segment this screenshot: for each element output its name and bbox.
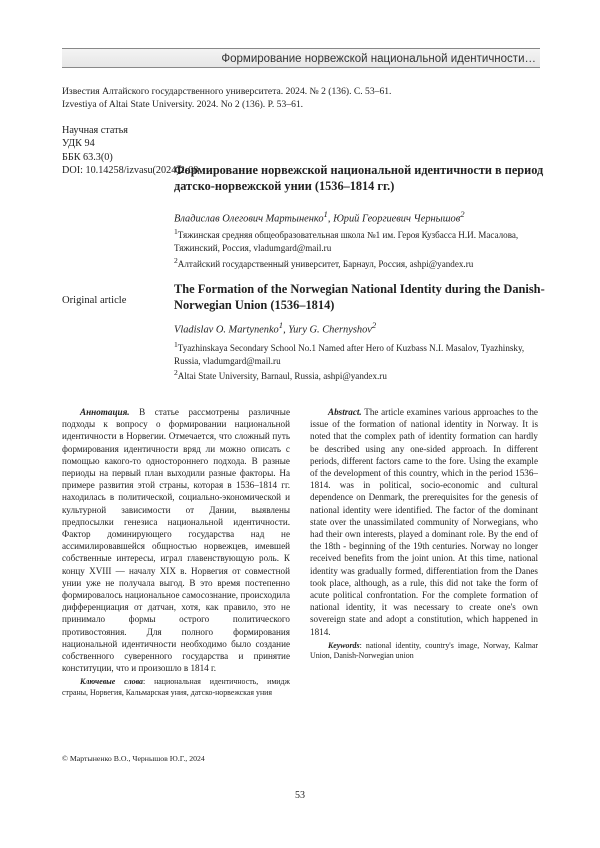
en-affiliations [174, 339, 534, 383]
en-author-2: Yury G. Chernyshov [288, 324, 372, 336]
en-author-sep: , [283, 324, 289, 336]
ru-affiliation-1 [174, 226, 534, 255]
ru-aff-1-text: Тяжинская средняя общеобразовательная школа №1 им. Героя Кузбасса Н.И. Масалова, Тяжинский, Россия, vladumgard@mail.ru [174, 230, 519, 253]
ru-aff-1-sup: 1 [174, 227, 178, 236]
ru-aff-2-text: Алтайский государственный университет, Барнаул, Россия, ashpi@yandex.ru [177, 258, 474, 269]
doi: DOI: 10.14258/izvasu(2024)2-08 [62, 164, 199, 176]
abstract-en-text: The article examines various approaches to the issue of the formation of national identity in Norway. It is noted that the complex path of identity formation can hardly be described using any one-sided approach. In different periods, different factors came to the fore. Using the example of the development of this country, which in the period 1536–1814. was in political, socio-economic and cultural dependence on Denmark, the prerequisites for the genesis of national identity were identified. The factor of the dominant state over the unassimilated community of Norwegians, who had their own interests, played a dominant role. By the end of the 18th - beginning of the 19th centuries. Norway no longer received benefits from the joint union. At this time, national identity was gradually formed, differentiation from the Danes took place, although, as a rule, this did not take the form of acute political confrontation. For the complete formation of national identity, it was necessary to create one's own sovereign state and adopt a constitution, which happened in 1814. [310, 407, 538, 637]
citation-block [62, 85, 391, 111]
en-author-1-sup: 1 [278, 320, 284, 330]
en-affiliation-2 [174, 367, 534, 383]
en-author-1: Vladislav O. Martynenko [174, 324, 279, 336]
ru-authors [174, 209, 465, 224]
abstract-en-column [310, 406, 538, 662]
ru-affiliation-2 [174, 255, 534, 271]
abstract-en-label: Abstract. [328, 407, 362, 417]
copyright: © Мартыненко В.О., Чернышов Ю.Г., 2024 [62, 754, 205, 763]
ru-author-2: Юрий Георгиевич Чернышов [333, 213, 461, 225]
ru-affiliations [174, 226, 534, 270]
en-authors [174, 320, 376, 335]
en-aff-1-sup: 1 [174, 340, 178, 349]
keywords-ru-text: : национальная идентичность, имидж страны, Норвегия, Кальмарская уния, датско-норвежская уния [62, 677, 290, 698]
ru-title: Формирование норвежской национальной идентичности в период датско-норвежской унии (1536–1814 гг.) [174, 163, 544, 193]
en-aff-2-sup: 2 [174, 368, 178, 378]
abstract-ru-label: Аннотация. [80, 407, 130, 417]
citation-en: Izvestiya of Altai State University. 2024. No 2 (136). P. 53–61. [62, 99, 304, 110]
bbk-code: ББК 63.3(0) [62, 151, 113, 163]
en-author-2-sup: 2 [371, 320, 377, 330]
keywords-en [310, 641, 538, 662]
ru-author-1: Владислав Олегович Мартыненко [174, 213, 324, 225]
ru-author-sep: , [327, 213, 334, 225]
article-type: Научная статья [62, 125, 128, 136]
en-title: The Formation of the Norwegian National Identity during the Danish-Norwegian Union (1536–1814) [174, 282, 545, 312]
original-article-label: Original article [62, 295, 127, 306]
abstract-ru-text: В статье рассмотрены различные подходы к вопросу о формировании национальной идентичности в Норвегии. Отмечается, что сложный путь формирования идентичности вряд ли можно описать с помощью какого-то одностороннего подхода. В разные периоды на первый план выходили разные факторы. На примере развития этой страны, которая в 1536–1814 гг. находилась в политической, социально-экономической и культурной зависимости от Дании, выявлены предпосылки генезиса национальной идентичности. Фактор доминирующего государства над не ассимилировавшейся общностью норвежцев, имевшей собственные интересы, играл главенствующую роль. К концу XVIII — началу XIX в. Норвегия от совместной унии уже не получала выгод. В это время постепенно формировалось национальное самосознание, происходила дифференциация от датчан, хотя, как правило, это не принимало формы острого политического противостояния. Для полного формирования национальной идентичности необходимо было создание собственного суверенного государства и принятие конституции, что и произошло в 1814 г. [62, 407, 290, 674]
keywords-en-text: : national identity, country's image, Norway, Kalmar Union, Danish-Norwegian union [310, 640, 538, 661]
abstract-en [310, 406, 538, 638]
ru-author-2-sup: 2 [460, 209, 465, 219]
citation-ru: Известия Алтайского государственного университета. 2024. № 2 (136). С. 53–61. [62, 86, 392, 97]
en-aff-2-text: Altai State University, Barnaul, Russia, ashpi@yandex.ru [177, 371, 387, 382]
ru-aff-2-sup: 2 [174, 255, 178, 265]
running-header: Формирование норвежской национальной идентичности… [62, 48, 540, 68]
en-aff-1-text: Tyazhinskaya Secondary School No.1 Named after Hero of Kuzbass N.I. Masalov, Tyazhinsky, Russia, vladumgard@mail.ru [174, 343, 525, 366]
ru-author-1-sup: 1 [323, 209, 328, 219]
udk-code: УДК 94 [62, 138, 95, 150]
page-number: 53 [295, 790, 305, 801]
abstract-ru [62, 406, 290, 674]
keywords-ru-label: Ключевые слова [80, 677, 143, 687]
keywords-ru [62, 677, 290, 698]
en-affiliation-1 [174, 339, 534, 367]
keywords-en-label: Keywords [328, 640, 360, 650]
abstract-ru-column [62, 406, 290, 699]
